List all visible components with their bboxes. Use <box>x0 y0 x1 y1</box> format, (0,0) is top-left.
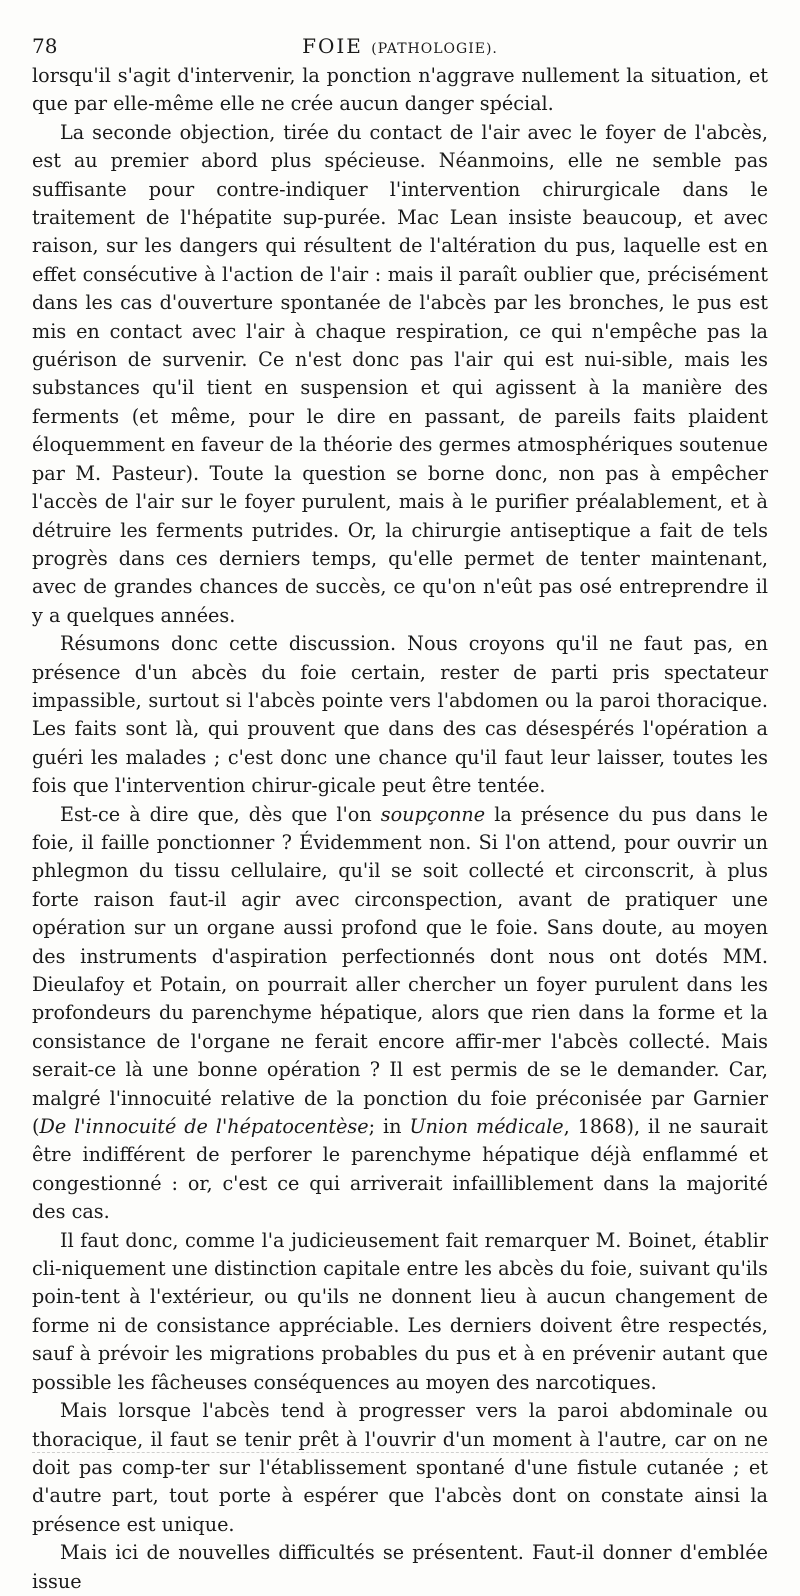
paragraph-progression: Mais lorsque l'abcès tend à progresser vers la paroi abdominale ou thoracique, il faut se tenir prêt à l'ouvrir d'un moment à l'autre, car on ne doit pas comp-ter sur l'établissement spontané d'une fistule cutanée ; et d'autre part, tout porte à espérer que l'abcès dont on constate ainsi la présence est unique. <box>32 1399 768 1536</box>
citation-title: De l'innocuité de l'hépatocentèse <box>39 1115 369 1139</box>
running-head-title: FOIE <box>302 34 363 58</box>
page-header <box>32 28 768 62</box>
running-head <box>302 34 498 58</box>
body-text <box>32 62 768 1596</box>
text-run: la présence du pus dans le foie, il faille ponctionner ? Évidemment non. Si l'on attend, pour ouvrir un phlegmon du tissu cellulaire, qu'il se soit collecté et circonscrit, à plus forte raison faut-il agir avec circonspection, avant de pratiquer une opération sur un organe aussi profond que le foie. Sans doute, au moyen des instruments d'aspiration perfectionnés dont nous ont dotés MM. Dieulafoy et Potain, on pourrait aller chercher un foyer purulent dans les profondeurs du parenchyme hépatique, alors que rien dans la forme et la consistance de l'organe ne ferait encore affir-mer l'abcès collecté. Mais serait-ce là une bonne opération ? Il est permis de se le demander. Car, malgré l'innocuité relative de la ponction du foie préconisée par Garnier ( <box>32 802 769 1139</box>
citation-journal: Union médicale <box>409 1115 564 1139</box>
paragraph-summary: Résumons donc cette discussion. Nous croyons qu'il ne faut pas, en présence d'un abcès du foie certain, rester de parti pris spectateur impassible, surtout si l'abcès pointe vers l'abdomen ou la paroi thoracique. Les faits sont là, qui prouvent que dans des cas désespérés l'opération a guéri les malades ; c'est donc une chance qu'il faut leur laisser, toutes les fois que l'intervention chirur-gicale peut être tentée. <box>32 632 768 798</box>
paragraph-difficulties: Mais ici de nouvelles difficultés se présentent. Faut-il donner d'emblée issue <box>32 1541 768 1593</box>
emphasis-soupconne: soupçonne <box>380 802 486 826</box>
footer-rule <box>32 1452 768 1453</box>
text-run: Est-ce à dire que, dès que l'on <box>60 802 381 826</box>
paragraph-boinet: Il faut donc, comme l'a judicieusement fait remarquer M. Boinet, établir cli-niquement une distinction capitale entre les abcès du foie, suivant qu'ils poin-tent à l'extérieur, ou qu'ils ne donnent lieu à aucun changement de forme ni de consistance appréciable. Les derniers doivent être respectés, sauf à prévoir les migrations probables du pus et à en prévenir autant que possible les fâcheuses conséquences au moyen des narcotiques. <box>32 1228 768 1394</box>
text-run: ; in <box>368 1115 410 1139</box>
paragraph-suspicion <box>32 801 768 1227</box>
running-head-subtitle: (PATHOLOGIE). <box>371 41 498 57</box>
page-number: 78 <box>32 34 58 58</box>
paragraph-continued: lorsqu'il s'agit d'intervenir, la ponction n'aggrave nullement la situation, et que par elle-même elle ne crée aucun danger spécial. <box>32 64 768 116</box>
text-run: , 1868), il ne saurait être indifférent de perforer le parenchyme hépatique déjà enflammé et congestionné : or, c'est ce qui arriverait infailliblement dans la majorité des cas. <box>32 1115 768 1224</box>
paragraph-air-objection: La seconde objection, tirée du contact de l'air avec le foyer de l'abcès, est au premier abord plus spécieuse. Néanmoins, elle ne semble pas suffisante pour contre-indiquer l'intervention chirurgicale dans le traitement de l'hépatite sup-purée. Mac Lean insiste beaucoup, et avec raison, sur les dangers qui résultent de l'altération du pus, laquelle est en effet consécutive à l'action de l'air : mais il paraît oublier que, précisément dans les cas d'ouverture spontanée de l'abcès par les bronches, le pus est mis en contact avec l'air à chaque respiration, ce qui n'empêche pas la guérison de survenir. Ce n'est donc pas l'air qui est nui-sible, mais les substances qu'il tient en suspension et qui agissent à la manière des ferments (et même, pour le dire en passant, de pareils faits plaident éloquemment en faveur de la théorie des germes atmosphériques soutenue par M. Pasteur). Toute la question se borne donc, non pas à empêcher l'accès de l'air sur le foyer purulent, mais à le purifier préalablement, et à détruire les ferments putrides. Or, la chirurgie antiseptique a fait de tels progrès dans ces derniers temps, qu'elle permet de tenter maintenant, avec de grandes chances de succès, ce qu'on n'eût pas osé entreprendre il y a quelques années. <box>32 120 768 627</box>
